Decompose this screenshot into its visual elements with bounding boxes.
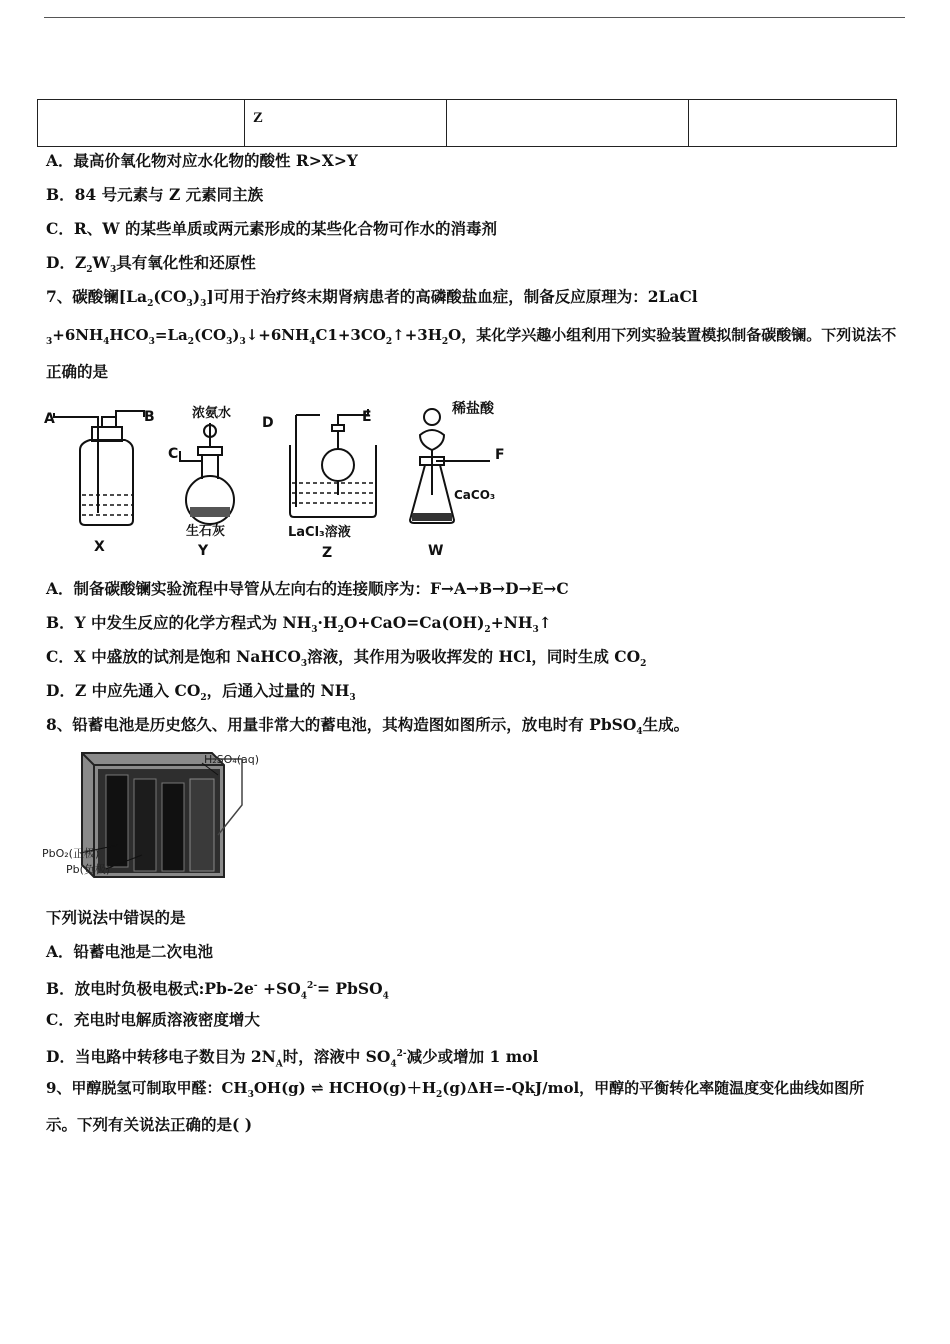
- negative-electrode-label: Pb(负极): [66, 863, 111, 876]
- label-y: Y: [198, 543, 209, 559]
- q8-battery-figure: [42, 745, 282, 887]
- ammonia-label: 浓氨水: [192, 406, 232, 421]
- q7-stem-line2: $_3+6NH_4HCO_3=La_2(CO_3)_3↓+6NH_4C1+3CO_2↑+3H_2O$，某化学兴趣小组利用下列实验装置模拟制备碳酸镧。下列说法不: [46, 326, 897, 347]
- q8-option-d: D．当电路中转移电子数目为 $2N_A$时，溶液中 $SO_4^{2-}$减少或增加 1 mol: [46, 1047, 539, 1070]
- q8-option-b: B．放电时负极电极式:Pb-2e- $+SO_4^{2-}=$ PbSO$_4$: [46, 979, 389, 1002]
- q7-stem-line1: 7、碳酸镧$[La_2(CO_3)_3]$可用于治疗终末期肾病患者的高磷酸盐血症，制备反应原理为：2LaCl: [46, 287, 698, 310]
- q6-option-a: A．最高价氧化物对应水化物的酸性 R>X>Y: [46, 151, 358, 170]
- caco3-label: CaCO₃: [454, 488, 496, 502]
- table-cell: [689, 100, 897, 147]
- electrolyte-label: H₂SO₄(aq): [204, 753, 260, 766]
- lacl3-label: LaCl₃溶液: [288, 525, 351, 540]
- label-x: X: [94, 539, 105, 555]
- table-cell: Z: [245, 100, 447, 147]
- label-c: C: [168, 446, 179, 462]
- hcl-label: 稀盐酸: [452, 401, 494, 417]
- q6-option-b: B．84 号元素与 Z 元素同主族: [46, 185, 264, 204]
- positive-electrode-label: PbO₂(正极): [42, 847, 100, 860]
- q7-option-a: A．制备碳酸镧实验流程中导管从左向右的连接顺序为：F→A→B→D→E→C: [46, 579, 569, 598]
- label-w: W: [428, 543, 444, 559]
- q8-option-a: A．铅蓄电池是二次电池: [46, 942, 214, 961]
- answer-table: [37, 99, 897, 147]
- label-b: B: [144, 409, 155, 425]
- quicklime-label: 生石灰: [186, 524, 226, 539]
- q8-stem: 8、铅蓄电池是历史悠久、用量非常大的蓄电池，其构造图如图所示，放电时有 PbSO$_4$生成。: [46, 715, 690, 738]
- label-d: D: [262, 415, 274, 431]
- equilibrium-arrow-icon: ⇌: [310, 1079, 324, 1097]
- q7-option-b: B．Y 中发生反应的化学方程式为 $NH_3\cdot H_2O+CaO=Ca(OH)_2+NH_3↑$: [46, 613, 552, 636]
- header-rule: [44, 17, 905, 18]
- q6-option-d: D．$Z_2W_3$具有氧化性和还原性: [46, 253, 256, 276]
- q9-stem-line1: 9、甲醇脱氢可制取甲醛：$CH_3OH(g)$ ⇌ $HCHO(g)+H_2(g)\Delta H=-QkJ$/mol，甲醇的平衡转化率随温度变化曲线如图所: [46, 1079, 865, 1100]
- label-e: E: [362, 409, 372, 425]
- table-cell: [38, 100, 245, 147]
- q7-option-c: C．X 中盛放的试剂是饱和 NaHCO$_3$溶液，其作用为吸收挥发的 HCl，同时生成 $CO_2$: [46, 647, 647, 670]
- q9-stem-line2: 示。下列有关说法正确的是( ): [46, 1115, 253, 1134]
- q7-stem-line3: 正确的是: [46, 362, 109, 381]
- label-a: A: [44, 411, 55, 427]
- label-f: F: [495, 447, 505, 463]
- q7-option-d: D．Z 中应先通入 $CO_2$，后通入过量的 $NH_3$: [46, 681, 356, 704]
- q7-apparatus-figure: [40, 395, 520, 565]
- label-z: Z: [322, 545, 333, 561]
- q8-option-c: C．充电时电解质溶液密度增大: [46, 1010, 260, 1029]
- q8-question: 下列说法中错误的是: [46, 908, 186, 927]
- table-cell: [447, 100, 689, 147]
- q6-option-c: C．R、W 的某些单质或两元素形成的某些化合物可作水的消毒剂: [46, 219, 498, 238]
